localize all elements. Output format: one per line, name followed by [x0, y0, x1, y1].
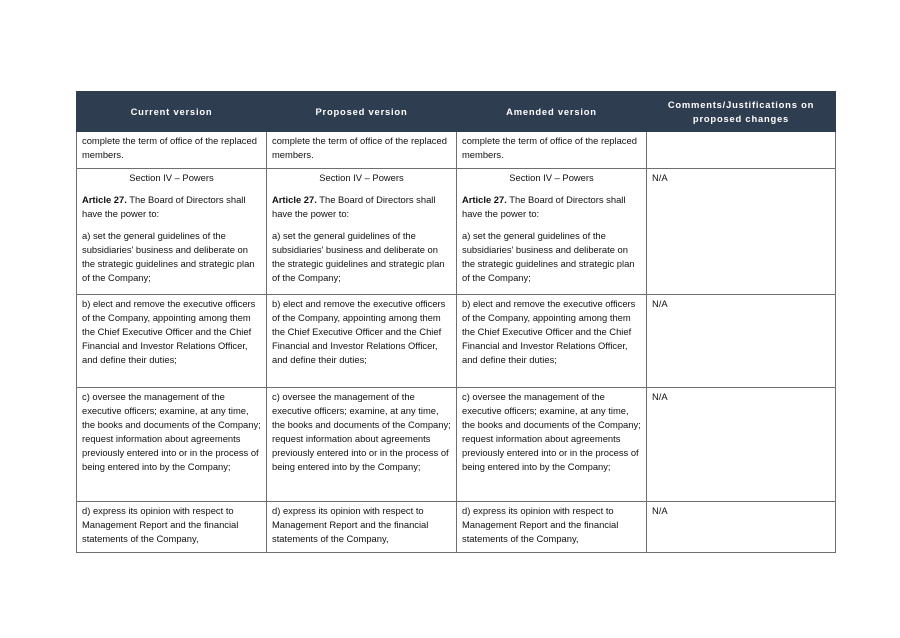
cell-current — [77, 132, 267, 169]
cell-comment — [647, 388, 836, 502]
header-current-version: Current version — [77, 92, 267, 132]
table-header-row — [77, 92, 836, 132]
item-a-text: a) set the general guidelines of the subsidiaries' business and deliberate on the strategic guidelines and strategic plan of the Company; — [272, 230, 445, 283]
cell-current — [77, 388, 267, 502]
cell-amended — [457, 388, 647, 502]
table-row — [77, 169, 836, 295]
comment-text: N/A — [652, 505, 668, 516]
continuation-text: complete the term of office of the replaced members. — [82, 135, 257, 160]
item-b-text: b) elect and remove the executive officers of the Company, appointing among them the Chief Executive Officer and the Chief Financial and Investor Relations Officer, and define their duties; — [272, 298, 446, 365]
cell-amended — [457, 169, 647, 295]
table-row — [77, 388, 836, 502]
article-label: Article 27. — [272, 194, 317, 205]
table-row — [77, 295, 836, 388]
item-c-text: c) oversee the management of the executive officers; examine, at any time, the books and documents of the Company; request information about agreements previously entered into or in the process of being entered into by the Company; — [462, 391, 641, 472]
article-text: The Board of Directors shall have the power to: — [462, 194, 626, 219]
item-a-text: a) set the general guidelines of the subsidiaries' business and deliberate on the strategic guidelines and strategic plan of the Company; — [462, 230, 635, 283]
article-label: Article 27. — [462, 194, 507, 205]
section-title: Section IV – Powers — [129, 172, 214, 183]
item-b-text: b) elect and remove the executive officers of the Company, appointing among them the Chief Executive Officer and the Chief Financial and Investor Relations Officer, and define their duties; — [82, 298, 256, 365]
continuation-text: complete the term of office of the replaced members. — [462, 135, 637, 160]
comment-text: N/A — [652, 391, 668, 402]
table-row — [77, 502, 836, 553]
header-comments: Comments/Justifications on proposed changes — [647, 92, 836, 132]
cell-current — [77, 169, 267, 295]
comment-text: N/A — [652, 298, 668, 309]
article-text: The Board of Directors shall have the power to: — [82, 194, 246, 219]
amendments-table — [76, 91, 836, 553]
item-c-text: c) oversee the management of the executive officers; examine, at any time, the books and documents of the Company; request information about agreements previously entered into or in the process of being entered into by the Company; — [82, 391, 261, 472]
item-d-text: d) express its opinion with respect to Management Report and the financial statements of the Company, — [82, 505, 239, 544]
item-d-text: d) express its opinion with respect to Management Report and the financial statements of the Company, — [462, 505, 619, 544]
table-row — [77, 132, 836, 169]
cell-amended — [457, 502, 647, 553]
cell-amended — [457, 295, 647, 388]
cell-current — [77, 295, 267, 388]
cell-proposed — [267, 502, 457, 553]
header-proposed-version: Proposed version — [267, 92, 457, 132]
article-paragraph — [462, 193, 641, 221]
section-title: Section IV – Powers — [509, 172, 594, 183]
cell-proposed — [267, 169, 457, 295]
cell-proposed — [267, 295, 457, 388]
cell-amended — [457, 132, 647, 169]
article-label: Article 27. — [82, 194, 127, 205]
cell-comment — [647, 169, 836, 295]
cell-proposed — [267, 132, 457, 169]
cell-proposed — [267, 388, 457, 502]
article-paragraph — [82, 193, 261, 221]
section-title: Section IV – Powers — [319, 172, 404, 183]
cell-current — [77, 502, 267, 553]
article-text: The Board of Directors shall have the power to: — [272, 194, 436, 219]
cell-comment — [647, 295, 836, 388]
item-d-text: d) express its opinion with respect to Management Report and the financial statements of the Company, — [272, 505, 429, 544]
item-c-text: c) oversee the management of the executive officers; examine, at any time, the books and documents of the Company; request information about agreements previously entered into or in the process of being entered into by the Company; — [272, 391, 451, 472]
header-amended-version: Amended version — [457, 92, 647, 132]
comment-text: N/A — [652, 172, 668, 183]
cell-comment — [647, 132, 836, 169]
item-b-text: b) elect and remove the executive officers of the Company, appointing among them the Chief Executive Officer and the Chief Financial and Investor Relations Officer, and define their duties; — [462, 298, 636, 365]
continuation-text: complete the term of office of the replaced members. — [272, 135, 447, 160]
item-a-text: a) set the general guidelines of the subsidiaries' business and deliberate on the strategic guidelines and strategic plan of the Company; — [82, 230, 255, 283]
article-paragraph — [272, 193, 451, 221]
cell-comment — [647, 502, 836, 553]
